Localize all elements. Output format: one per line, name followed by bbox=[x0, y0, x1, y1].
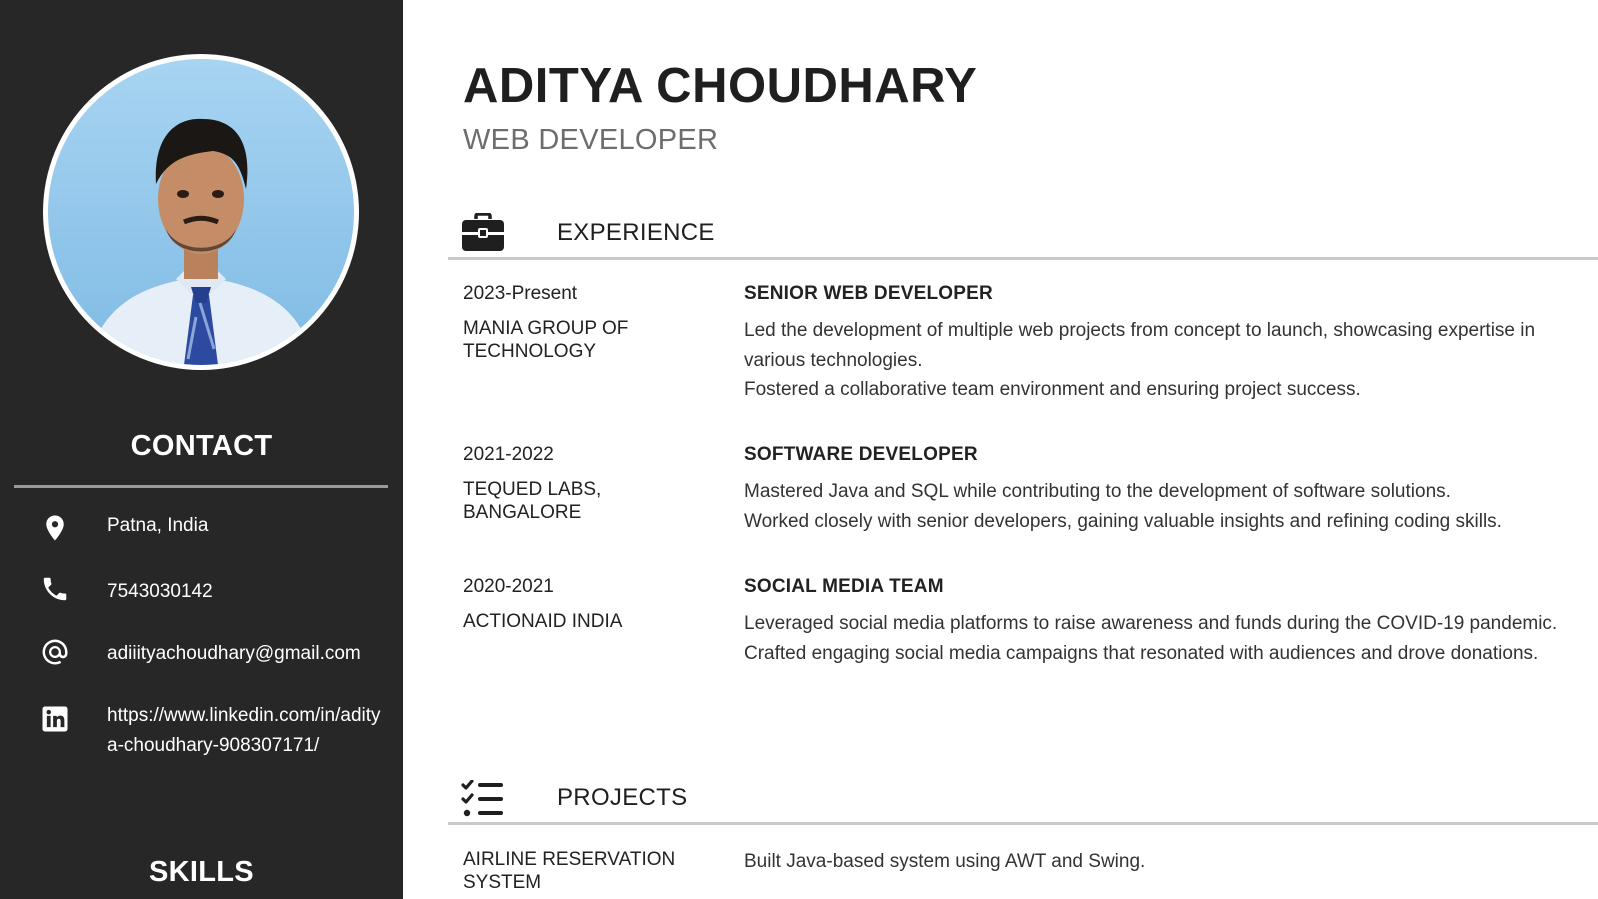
experience-description-line: Leveraged social media platforms to raise awareness and funds during the COVID-19 pandemic. bbox=[744, 613, 1558, 634]
at-sign-icon bbox=[40, 637, 70, 667]
profile-photo bbox=[43, 54, 359, 370]
experience-role: SENIOR WEB DEVELOPER bbox=[744, 283, 993, 304]
project-description: Built Java-based system using AWT and Swing. bbox=[744, 851, 1146, 872]
experience-description-line: Mastered Java and SQL while contributing to the development of software solutions. bbox=[744, 481, 1451, 502]
project-name: AIRLINE RESERVATION SYSTEM bbox=[463, 849, 676, 893]
experience-description-line: Fostered a collaborative team environment and ensuring project success. bbox=[744, 379, 1361, 400]
contact-divider bbox=[14, 485, 388, 488]
experience-heading: EXPERIENCE bbox=[557, 219, 715, 246]
contact-location-text: Patna, India bbox=[107, 515, 209, 536]
location-pin-icon bbox=[40, 513, 70, 543]
experience-description bbox=[744, 477, 1564, 536]
projects-divider bbox=[448, 822, 1598, 825]
experience-period: 2021-2022 bbox=[463, 444, 554, 465]
checklist-icon bbox=[461, 780, 505, 820]
experience-company: MANIA GROUP OF TECHNOLOGY bbox=[463, 318, 629, 362]
contact-heading: CONTACT bbox=[130, 430, 273, 462]
phone-icon bbox=[40, 574, 70, 604]
contact-linkedin-text[interactable]: https://www.linkedin.com/in/aditya-choudhary-908307171/ bbox=[107, 705, 381, 756]
briefcase-icon bbox=[461, 213, 505, 253]
linkedin-icon bbox=[40, 704, 70, 734]
main-content bbox=[403, 0, 1598, 899]
experience-description-line: Worked closely with senior developers, gaining valuable insights and refining coding skills. bbox=[744, 510, 1502, 532]
experience-description-line: Crafted engaging social media campaigns that resonated with audiences and drove donations. bbox=[744, 642, 1539, 664]
experience-company: TEQUED LABS, BANGALORE bbox=[463, 479, 602, 523]
experience-description bbox=[744, 609, 1564, 668]
avatar-icon bbox=[48, 59, 354, 365]
experience-company: ACTIONAID INDIA bbox=[463, 611, 623, 632]
experience-divider bbox=[448, 257, 1598, 260]
experience-role: SOFTWARE DEVELOPER bbox=[744, 444, 978, 465]
experience-description bbox=[744, 316, 1564, 405]
sidebar bbox=[0, 0, 403, 899]
experience-period: 2020-2021 bbox=[463, 576, 554, 597]
profile-name: ADITYA CHOUDHARY bbox=[463, 59, 978, 113]
skills-heading: SKILLS bbox=[149, 856, 254, 888]
projects-heading: PROJECTS bbox=[557, 784, 688, 811]
experience-period: 2023-Present bbox=[463, 283, 578, 304]
contact-phone-text: 7543030142 bbox=[107, 581, 213, 602]
profile-title: WEB DEVELOPER bbox=[463, 124, 719, 156]
contact-email-text[interactable]: adiiityachoudhary@gmail.com bbox=[107, 643, 361, 664]
experience-role: SOCIAL MEDIA TEAM bbox=[744, 576, 944, 597]
experience-description-line: Led the development of multiple web projects from concept to launch, showcasing expertise in various technologies. bbox=[744, 320, 1536, 371]
